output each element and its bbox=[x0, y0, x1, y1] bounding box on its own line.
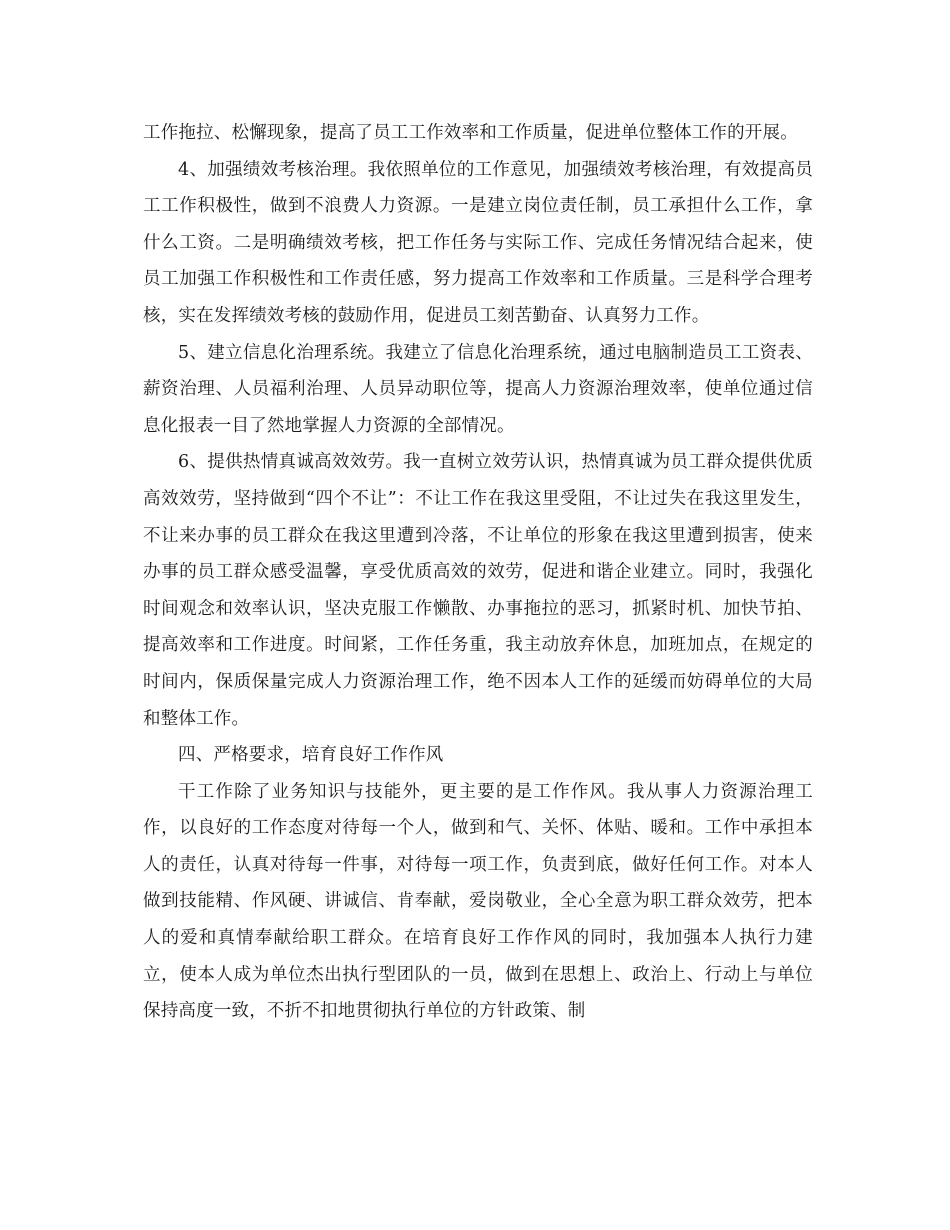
section-heading-work-style: 四、严格要求，培育良好工作作风 bbox=[178, 745, 444, 766]
paragraph-continuation: 工作拖拉、松懈现象，提高了员工工作效率和工作质量，促进单位整体工作的开展。 bbox=[143, 123, 798, 143]
paragraph-performance-assessment: 4、加强绩效考核治理。我依照单位的工作意见，加强绩效考核治理，有效提高员工工作积极性，做到不浪费人力资源。一是建立岗位责任制，员工承担什么工作，拿什么工资。二是明确绩效考核，把工作任务与实际工作、完成任务情况结合起来，使员工加强工作积极性和工作责任感，努力提高工作效率和工作质量。三是科学合理考核，实在发挥绩效考核的鼓励作用，促进员工刻苦勤奋、认真努力工作。 bbox=[143, 159, 813, 326]
paragraph-efficient-service: 6、提供热情真诚高效效劳。我一直树立效劳认识，热情真诚为员工群众提供优质高效效劳，坚持做到“四个不让”：不让工作在我这里受阻，不让过失在我这里发生，不让来办事的员工群众在我这里遭到冷落，不让单位的形象在我这里遭到损害，使来办事的员工群众感受温馨，享受优质高效的效劳，促进和谐企业建立。同时，我强化时间观念和效率认识，坚决克服工作懒散、办事拖拉的恶习，抓紧时机、加快节拍、提高效率和工作进度。时间紧，工作任务重，我主动放弃休息，加班加点，在规定的时间内，保质保量完成人力资源治理工作，绝不因本人工作的延缓而妨碍单位的大局和整体工作。 bbox=[143, 452, 813, 729]
paragraph-work-style: 干工作除了业务知识与技能外，更主要的是工作作风。我从事人力资源治理工作，以良好的工作态度对待每一个人，做到和气、关怀、体贴、暖和。工作中承担本人的责任，认真对待每一件事，对待每一项工作，负责到底，做好任何工作。对本人做到技能精、作风硬、讲诚信、肯奉献，爱岗敬业，全心全意为职工群众效劳，把本人的爱和真情奉献给职工群众。在培育良好工作作风的同时，我加强本人执行力建立，使本人成为单位杰出执行型团队的一员，做到在思想上、政治上、行动上与单位保持高度一致，不折不扣地贯彻执行单位的方针政策、制 bbox=[143, 781, 813, 1022]
paragraph-information-system: 5、建立信息化治理系统。我建立了信息化治理系统，通过电脑制造员工工资表、薪资治理、人员福利治理、人员异动职位等，提高人力资源治理效率，使单位通过信息化报表一目了然地掌握人力资源的全部情况。 bbox=[143, 342, 813, 436]
document-body bbox=[143, 115, 813, 1030]
